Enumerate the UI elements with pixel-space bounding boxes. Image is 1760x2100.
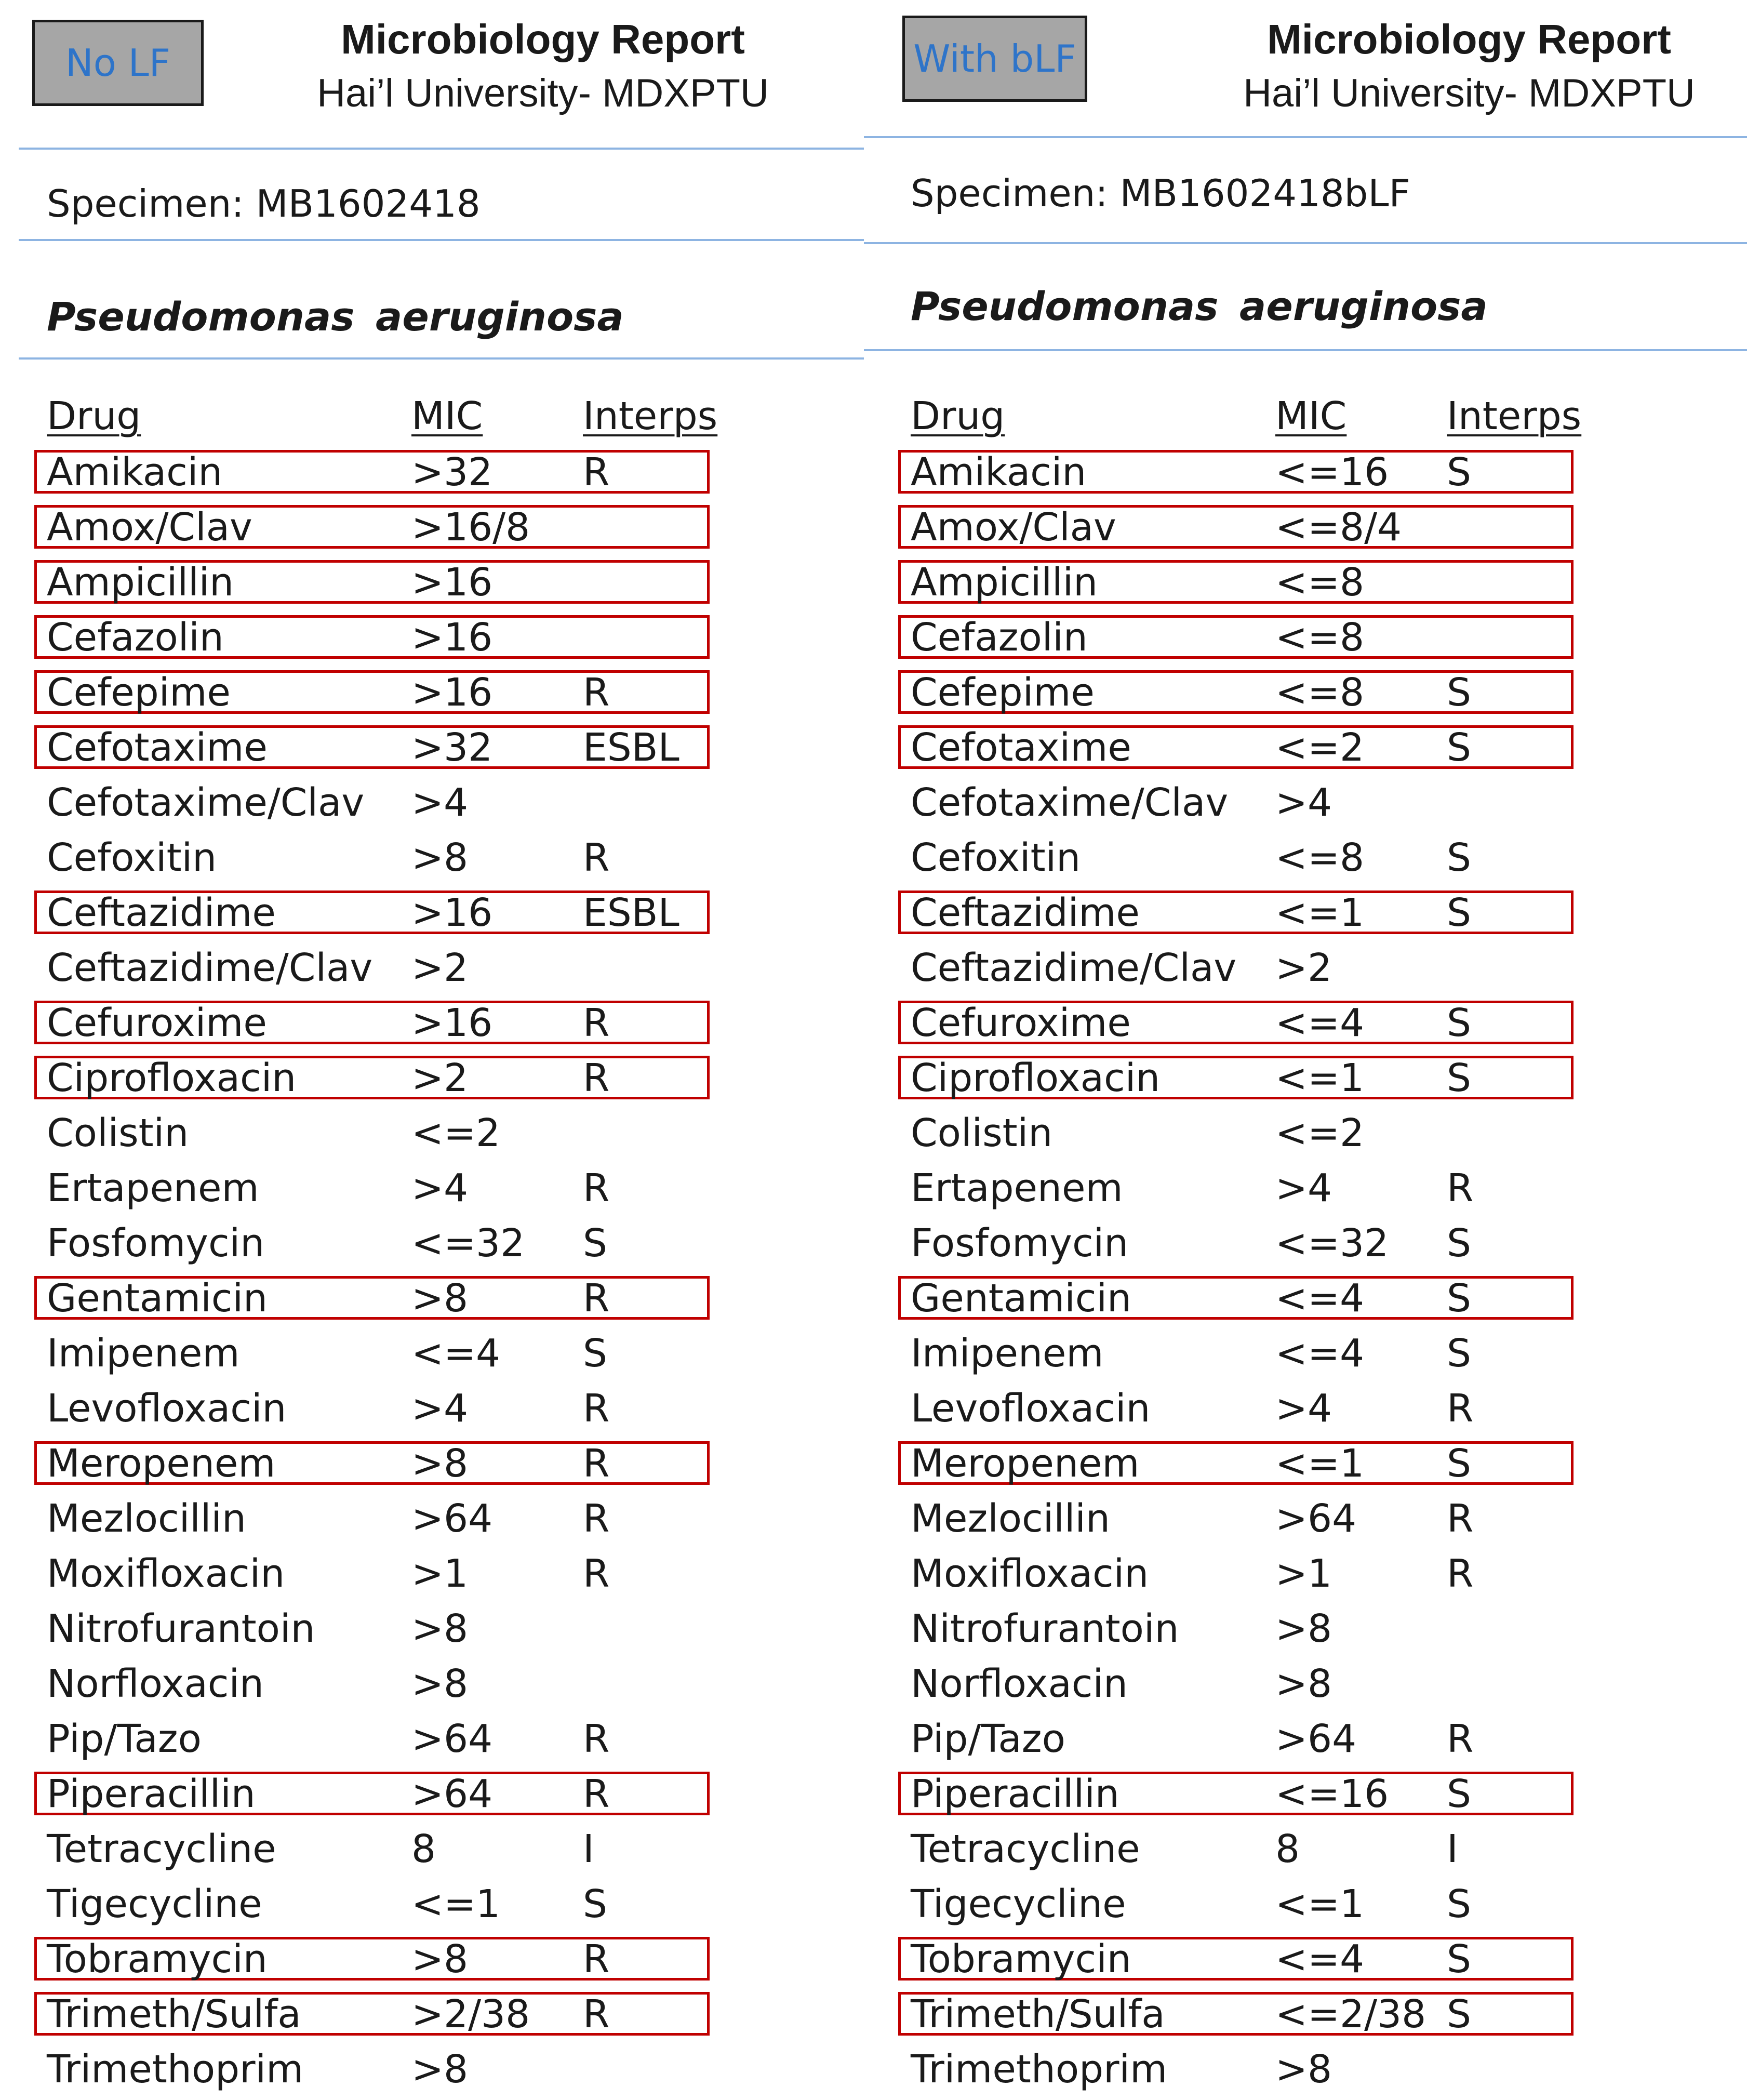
interpretation: R — [1447, 1496, 1474, 1541]
drug-name: Amox/Clav — [47, 505, 252, 550]
drug-name: Cefotaxime/Clav — [47, 780, 365, 825]
mic-value: >8 — [411, 1662, 469, 1706]
interpretation: S — [583, 1882, 607, 1926]
mic-value: >4 — [411, 1166, 469, 1211]
interpretation: R — [1447, 1551, 1474, 1596]
mic-value: <=32 — [1275, 1221, 1389, 1266]
interpretation: R — [583, 1056, 610, 1100]
mic-value: >32 — [411, 725, 493, 770]
mic-value: >8 — [1275, 2047, 1332, 2092]
drug-name: Tobramycin — [911, 1937, 1131, 1982]
drug-name: Amox/Clav — [911, 505, 1116, 550]
mic-value: >16 — [411, 615, 493, 660]
drug-name: Piperacillin — [911, 1772, 1119, 1816]
mic-value: >32 — [411, 450, 493, 495]
mic-value: <=8/4 — [1275, 505, 1402, 550]
drug-name: Moxifloxacin — [47, 1551, 285, 1596]
drug-name: Cefotaxime — [47, 725, 268, 770]
drug-name: Ciprofloxacin — [47, 1056, 297, 1100]
mic-value: >8 — [1275, 1662, 1332, 1706]
drug-name: Ampicillin — [911, 560, 1098, 605]
drug-name: Amikacin — [911, 450, 1087, 495]
drug-name: Ceftazidime — [911, 890, 1140, 935]
drug-name: Colistin — [911, 1111, 1053, 1155]
report-title: Microbiology Report — [1267, 16, 1671, 62]
drug-name: Moxifloxacin — [911, 1551, 1149, 1596]
header-drug: Drug — [47, 394, 141, 438]
interpretation: R — [583, 1386, 610, 1431]
drug-name: Cefazolin — [47, 615, 224, 660]
drug-name: Ceftazidime/Clav — [47, 946, 373, 990]
divider — [19, 239, 864, 241]
mic-value: <=16 — [1275, 450, 1389, 495]
interpretation: S — [1447, 1001, 1471, 1045]
mic-value: >8 — [411, 1606, 469, 1651]
drug-name: Cefotaxime — [911, 725, 1131, 770]
mic-value: <=8 — [1275, 615, 1365, 660]
mic-value: >16 — [411, 670, 493, 715]
interpretation: R — [583, 1717, 610, 1761]
mic-value: <=2 — [1275, 725, 1365, 770]
report-header — [283, 12, 803, 121]
interpretation: R — [583, 1772, 610, 1816]
drug-name: Ampicillin — [47, 560, 234, 605]
mic-value: 8 — [411, 1827, 436, 1871]
header-mic: MIC — [411, 394, 483, 438]
mic-value: <=1 — [411, 1882, 501, 1926]
mic-value: <=4 — [1275, 1937, 1365, 1982]
interpretation: S — [583, 1331, 607, 1376]
mic-value: <=1 — [1275, 1882, 1365, 1926]
mic-value: <=1 — [1275, 1056, 1365, 1100]
interpretation: R — [583, 1441, 610, 1486]
drug-name: Gentamicin — [911, 1276, 1131, 1321]
interpretation: ESBL — [583, 890, 679, 935]
mic-value: >8 — [1275, 1606, 1332, 1651]
drug-name: Levofloxacin — [911, 1386, 1151, 1431]
drug-name: Ertapenem — [911, 1166, 1123, 1211]
drug-name: Piperacillin — [47, 1772, 256, 1816]
specimen-id: Specimen: MB1602418bLF — [911, 171, 1410, 215]
mic-value: >8 — [411, 1276, 469, 1321]
interpretation: R — [583, 835, 610, 880]
drug-name: Trimethoprim — [911, 2047, 1168, 2092]
interpretation: S — [1447, 1992, 1471, 2037]
drug-name: Cefuroxime — [47, 1001, 267, 1045]
mic-value: <=2 — [411, 1111, 501, 1155]
drug-name: Cefuroxime — [911, 1001, 1131, 1045]
divider — [864, 242, 1747, 244]
mic-value: <=16 — [1275, 1772, 1389, 1816]
mic-value: >64 — [411, 1496, 493, 1541]
drug-name: Cefoxitin — [47, 835, 217, 880]
interpretation: S — [583, 1221, 607, 1266]
mic-value: >1 — [1275, 1551, 1332, 1596]
drug-name: Cefepime — [47, 670, 231, 715]
interpretation: R — [1447, 1386, 1474, 1431]
mic-value: <=4 — [1275, 1276, 1365, 1321]
divider — [864, 136, 1747, 138]
report-subtitle: Hai’l University- MDXPTU — [1243, 71, 1695, 115]
mic-value: >1 — [411, 1551, 469, 1596]
drug-name: Ertapenem — [47, 1166, 259, 1211]
header-interps: Interps — [1447, 394, 1582, 438]
interpretation: S — [1447, 890, 1471, 935]
drug-name: Cefoxitin — [911, 835, 1081, 880]
mic-value: <=1 — [1275, 890, 1365, 935]
condition-tag: With bLF — [902, 16, 1087, 102]
mic-value: >16/8 — [411, 505, 530, 550]
interpretation: S — [1447, 1221, 1471, 1266]
mic-value: >4 — [1275, 1166, 1332, 1211]
mic-value: <=8 — [1275, 835, 1365, 880]
interpretation: I — [1447, 1827, 1458, 1871]
interpretation: R — [1447, 1166, 1474, 1211]
interpretation: S — [1447, 1882, 1471, 1926]
interpretation: S — [1447, 725, 1471, 770]
mic-value: <=4 — [411, 1331, 501, 1376]
drug-name: Tigecycline — [47, 1882, 262, 1926]
drug-name: Tobramycin — [47, 1937, 268, 1982]
mic-value: <=8 — [1275, 670, 1365, 715]
drug-name: Nitrofurantoin — [47, 1606, 315, 1651]
header-mic: MIC — [1275, 394, 1347, 438]
drug-name: Cefepime — [911, 670, 1095, 715]
interpretation: S — [1447, 670, 1471, 715]
header-drug: Drug — [911, 394, 1005, 438]
drug-name: Imipenem — [47, 1331, 240, 1376]
interpretation: R — [583, 1551, 610, 1596]
mic-value: >16 — [411, 560, 493, 605]
drug-name: Fosfomycin — [47, 1221, 265, 1266]
mic-value: <=4 — [1275, 1331, 1365, 1376]
mic-value: >2/38 — [411, 1992, 530, 2037]
mic-value: >2 — [1275, 946, 1332, 990]
drug-name: Ciprofloxacin — [911, 1056, 1161, 1100]
interpretation: S — [1447, 835, 1471, 880]
drug-name: Tetracycline — [911, 1827, 1140, 1871]
interpretation: R — [583, 1496, 610, 1541]
mic-value: >16 — [411, 890, 493, 935]
interpretation: S — [1447, 1331, 1471, 1376]
drug-name: Tetracycline — [47, 1827, 276, 1871]
drug-name: Norfloxacin — [47, 1662, 264, 1706]
report-header — [1209, 12, 1729, 121]
drug-name: Mezlocillin — [911, 1496, 1110, 1541]
drug-name: Meropenem — [47, 1441, 276, 1486]
drug-name: Meropenem — [911, 1441, 1140, 1486]
interpretation: S — [1447, 1937, 1471, 1982]
interpretation: R — [583, 670, 610, 715]
mic-value: >8 — [411, 2047, 469, 2092]
interpretation: ESBL — [583, 725, 679, 770]
mic-value: <=32 — [411, 1221, 525, 1266]
interpretation: R — [583, 1992, 610, 2037]
drug-name: Cefazolin — [911, 615, 1088, 660]
mic-value: >8 — [411, 1937, 469, 1982]
mic-value: <=4 — [1275, 1001, 1365, 1045]
divider — [19, 148, 864, 150]
organism-name: Pseudomonas aeruginosa — [47, 294, 624, 340]
drug-name: Levofloxacin — [47, 1386, 287, 1431]
mic-value: >16 — [411, 1001, 493, 1045]
mic-value: >2 — [411, 946, 469, 990]
drug-name: Fosfomycin — [911, 1221, 1129, 1266]
drug-name: Amikacin — [47, 450, 223, 495]
divider — [19, 357, 864, 360]
drug-name: Trimethoprim — [47, 2047, 304, 2092]
interpretation: S — [1447, 1276, 1471, 1321]
report-subtitle: Hai’l University- MDXPTU — [317, 71, 769, 115]
mic-value: >2 — [411, 1056, 469, 1100]
header-interps: Interps — [583, 394, 718, 438]
drug-name: Tigecycline — [911, 1882, 1126, 1926]
drug-name: Ceftazidime/Clav — [911, 946, 1237, 990]
condition-tag: No LF — [32, 20, 204, 106]
drug-name: Imipenem — [911, 1331, 1104, 1376]
interpretation: S — [1447, 1056, 1471, 1100]
interpretation: R — [583, 1166, 610, 1211]
drug-name: Colistin — [47, 1111, 189, 1155]
mic-value: >64 — [411, 1717, 493, 1761]
mic-value: >64 — [411, 1772, 493, 1816]
mic-value: <=8 — [1275, 560, 1365, 605]
mic-value: >64 — [1275, 1496, 1357, 1541]
divider — [864, 349, 1747, 351]
report-title: Microbiology Report — [341, 16, 745, 62]
interpretation: R — [583, 1276, 610, 1321]
interpretation: S — [1447, 450, 1471, 495]
interpretation: S — [1447, 1772, 1471, 1816]
drug-name: Norfloxacin — [911, 1662, 1128, 1706]
mic-value: >8 — [411, 1441, 469, 1486]
organism-name: Pseudomonas aeruginosa — [911, 283, 1488, 329]
interpretation: S — [1447, 1441, 1471, 1486]
drug-name: Mezlocillin — [47, 1496, 246, 1541]
interpretation: R — [583, 450, 610, 495]
mic-value: >8 — [411, 835, 469, 880]
interpretation: R — [583, 1001, 610, 1045]
drug-name: Cefotaxime/Clav — [911, 780, 1229, 825]
mic-value: 8 — [1275, 1827, 1300, 1871]
drug-name: Trimeth/Sulfa — [911, 1992, 1165, 2037]
mic-value: >4 — [1275, 1386, 1332, 1431]
mic-value: <=2 — [1275, 1111, 1365, 1155]
specimen-id: Specimen: MB1602418 — [47, 182, 481, 225]
mic-value: >4 — [1275, 780, 1332, 825]
drug-name: Pip/Tazo — [47, 1717, 202, 1761]
drug-name: Trimeth/Sulfa — [47, 1992, 301, 2037]
interpretation: R — [1447, 1717, 1474, 1761]
mic-value: >4 — [411, 780, 469, 825]
drug-name: Pip/Tazo — [911, 1717, 1065, 1761]
mic-value: >4 — [411, 1386, 469, 1431]
drug-name: Ceftazidime — [47, 890, 276, 935]
interpretation: R — [583, 1937, 610, 1982]
interpretation: I — [583, 1827, 594, 1871]
mic-value: >64 — [1275, 1717, 1357, 1761]
report-panel-with-blf — [864, 0, 1744, 2100]
drug-name: Nitrofurantoin — [911, 1606, 1179, 1651]
mic-value: <=1 — [1275, 1441, 1365, 1486]
mic-value: <=2/38 — [1275, 1992, 1426, 2037]
drug-name: Gentamicin — [47, 1276, 268, 1321]
